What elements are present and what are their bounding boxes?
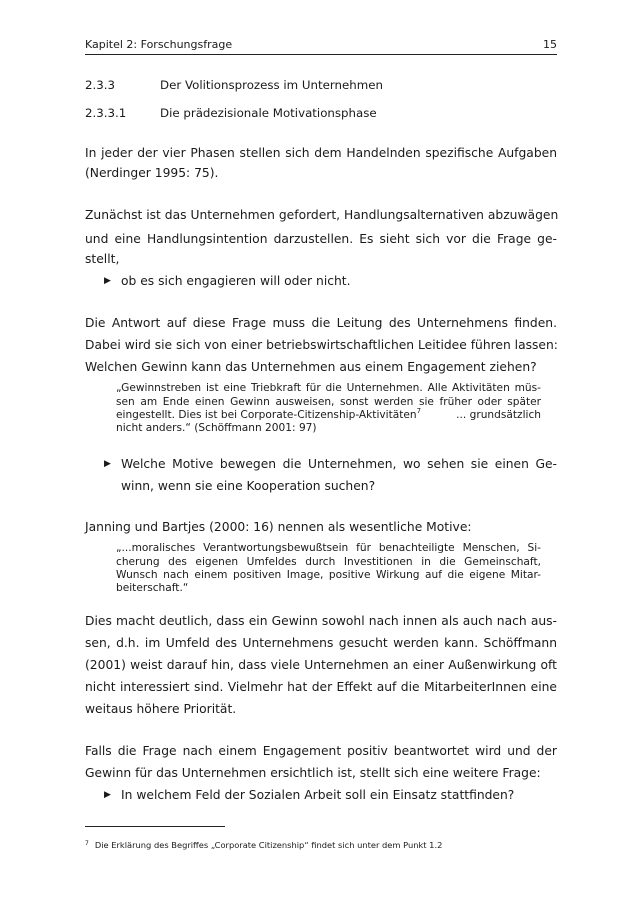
section-heading: Der Volitionsprozess im Unternehmen	[160, 78, 383, 92]
bullet-item: Welche Motive bewegen die Unternehmen, wo sehen sie einen Ge-	[121, 457, 557, 471]
chapter-title: Kapitel 2: Forschungsfrage	[85, 38, 233, 51]
section-number: 2.3.3	[85, 78, 116, 92]
paragraph-line: stellt,	[85, 252, 120, 266]
paragraph-line: weitaus höhere Priorität.	[85, 702, 237, 716]
paragraph-line: Dies macht deutlich, dass ein Gewinn sowohl nach innen als auch nach aus-	[85, 614, 557, 628]
footnote-mark: 7	[85, 840, 89, 847]
subsection-heading: Die prädezisionale Motivationsphase	[160, 106, 377, 120]
paragraph-line: (Nerdinger 1995: 75).	[85, 166, 219, 180]
paragraph-line: Gewinn für das Unternehmen ersichtlich ist, stellt sich eine weitere Frage:	[85, 766, 541, 780]
quote-line: „Gewinnstreben ist eine Triebkraft für die Unternehmen. Alle Aktivitäten müs-	[116, 382, 541, 394]
bullet-item: winn, wenn sie eine Kooperation suchen?	[121, 479, 376, 493]
quote-line: Wunsch nach einem positiven Image, positive Wirkung auf die eigene Mitar-	[116, 569, 541, 581]
bullet-triangle-icon: ▶	[104, 790, 111, 800]
quote-text: ... grundsätzlich	[456, 409, 541, 421]
paragraph-line: und eine Handlungsintention darzustellen. Es sieht sich vor die Frage ge-	[85, 232, 557, 246]
paragraph-line: Die Antwort auf diese Frage muss die Leitung des Unternehmens finden.	[85, 316, 557, 330]
quote-line: nicht anders.“ (Schöffmann 2001: 97)	[116, 422, 317, 434]
paragraph-line: Janning und Bartjes (2000: 16) nennen als wesentliche Motive:	[85, 520, 472, 534]
quote-text: eingestellt. Dies ist bei Corporate-Citizenship-Aktivitäten	[116, 409, 417, 421]
footnote	[85, 840, 442, 850]
page-header	[85, 37, 557, 55]
bullet-item: ob es sich engagieren will oder nicht.	[121, 274, 351, 288]
paragraph-line: Welchen Gewinn kann das Unternehmen aus einem Engagement ziehen?	[85, 360, 537, 374]
paragraph-line: Falls die Frage nach einem Engagement positiv beantwortet wird und der	[85, 744, 557, 758]
quote-line: „...moralisches Verantwortungsbewußtsein für benachteiligte Menschen, Si-	[116, 542, 541, 554]
quote-line: beiterschaft.“	[116, 582, 189, 594]
paragraph-line: sen, d.h. im Umfeld des Unternehmens gesucht werden kann. Schöffmann	[85, 636, 557, 650]
bullet-triangle-icon: ▶	[104, 276, 111, 286]
subsection-number: 2.3.3.1	[85, 106, 127, 120]
paragraph-line: nicht interessiert sind. Vielmehr hat der Effekt auf die MitarbeiterInnen eine	[85, 680, 557, 694]
bullet-triangle-icon: ▶	[104, 459, 111, 469]
bullet-item: In welchem Feld der Sozialen Arbeit soll ein Einsatz stattfinden?	[121, 788, 515, 802]
quote-line: sen am Ende einen Gewinn ausweisen, sonst werden sie früher oder später	[116, 396, 541, 408]
page-number: 15	[543, 38, 557, 51]
paragraph-line: In jeder der vier Phasen stellen sich dem Handelnden spezifische Aufgaben	[85, 146, 557, 160]
footnote-reference: 7	[416, 407, 422, 415]
paragraph-line: Zunächst ist das Unternehmen gefordert, Handlungsalternativen abzuwägen	[85, 208, 559, 222]
quote-line	[116, 409, 541, 421]
paragraph-line: Dabei wird sie sich von einer betriebswirtschaftlichen Leitidee führen lassen:	[85, 338, 558, 352]
footnote-separator	[85, 826, 225, 827]
paragraph-line: (2001) weist darauf hin, dass viele Unternehmen an einer Außenwirkung oft	[85, 658, 557, 672]
footnote-text: Die Erklärung des Begriffes „Corporate Citizenship“ findet sich unter dem Punkt 1.2	[94, 840, 443, 850]
quote-line: cherung des eigenen Umfeldes durch Investitionen in die Gemeinschaft,	[116, 556, 541, 568]
